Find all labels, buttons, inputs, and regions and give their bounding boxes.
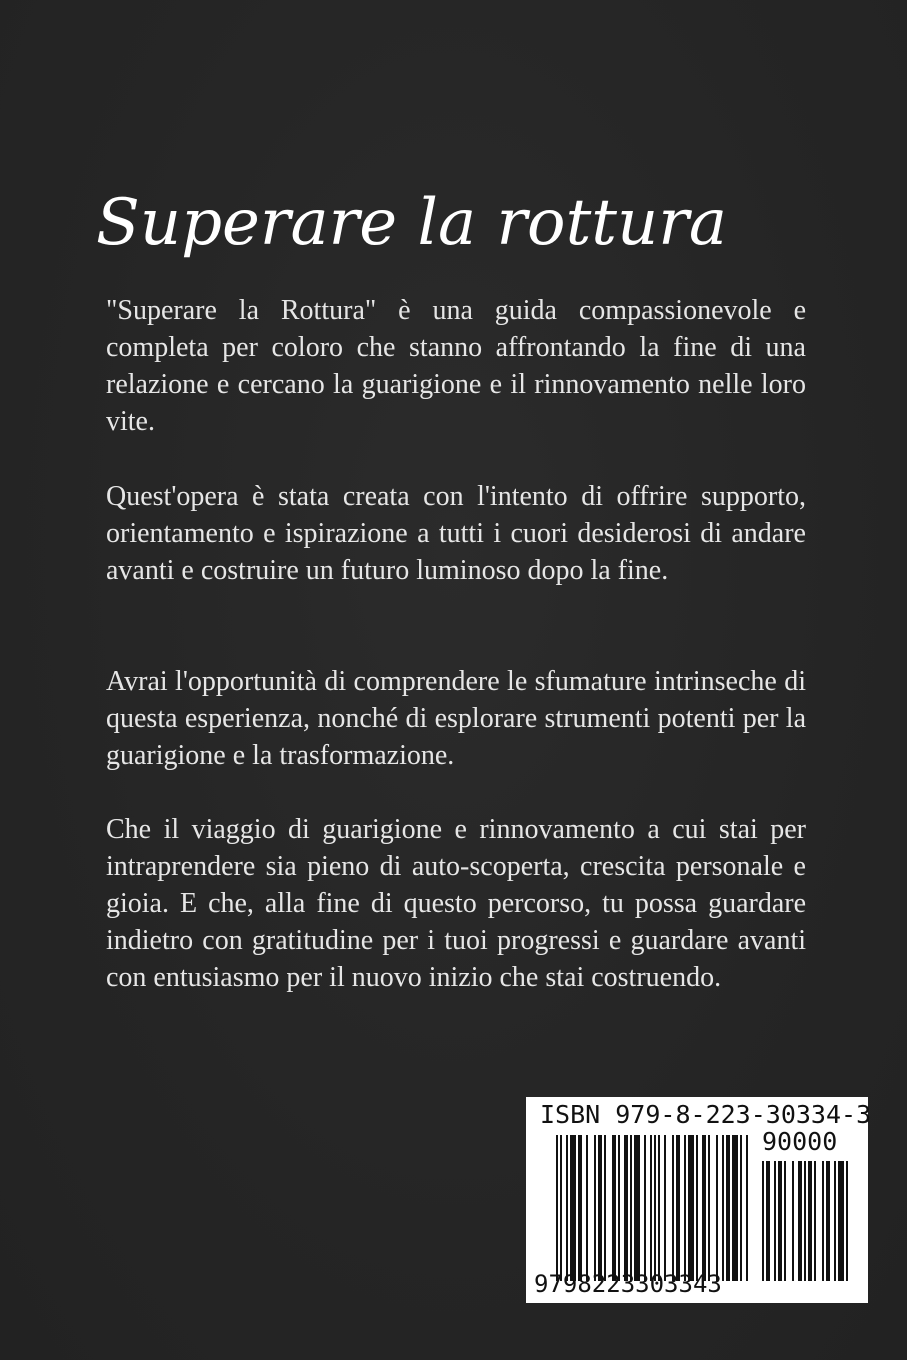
barcode-bar <box>804 1161 806 1281</box>
barcode-bar <box>676 1135 680 1281</box>
isbn-label: ISBN 979-8-223-30334-3 <box>540 1100 872 1129</box>
barcode-bar <box>834 1161 836 1281</box>
barcode-bar <box>630 1135 632 1281</box>
barcode-bar <box>566 1135 568 1281</box>
barcode-bar <box>726 1135 730 1281</box>
blurb-paragraph-1: "Superare la Rottura" è una guida compassionevole e completa per coloro che stanno affrontando la fine di una relazione e cercano la guarigione e il rinnovamento nelle loro vite. <box>106 295 806 437</box>
barcode-bar <box>654 1135 656 1281</box>
barcode-bar <box>792 1161 794 1281</box>
barcode-bar <box>644 1135 646 1281</box>
barcode-bar <box>684 1135 686 1281</box>
barcode-bar <box>784 1161 786 1281</box>
barcode-bar <box>598 1135 602 1281</box>
barcode-bar <box>634 1135 640 1281</box>
isbn-barcode-block <box>526 1097 872 1303</box>
barcode-bar <box>604 1135 606 1281</box>
barcode-bar <box>594 1135 596 1281</box>
barcode-bar <box>826 1161 830 1281</box>
barcode-bar <box>658 1135 660 1281</box>
barcode-bar <box>822 1161 824 1281</box>
barcode-bar <box>696 1135 698 1281</box>
price-code: 90000 <box>762 1127 838 1156</box>
barcode-bar <box>688 1135 694 1281</box>
barcode-bar <box>798 1161 802 1281</box>
barcode-bar <box>838 1161 844 1281</box>
barcode-bar <box>578 1135 582 1281</box>
barcode-bar <box>722 1135 724 1281</box>
book-title: Superare la rottura <box>96 186 727 260</box>
addon-barcode-bars <box>762 1161 854 1281</box>
barcode-bar <box>586 1135 588 1281</box>
barcode-bar <box>612 1135 616 1281</box>
barcode-bar <box>778 1161 782 1281</box>
barcode-bar <box>672 1135 674 1281</box>
barcode-bar <box>732 1135 738 1281</box>
barcode-bar <box>774 1161 776 1281</box>
blurb-paragraph-3: Avrai l'opportunità di comprendere le sfumature intrinseche di questa esperienza, nonché di esplorare strumenti potenti per la guarigione e la trasformazione. <box>106 666 806 771</box>
ean-digits: 9798223303343 <box>534 1270 722 1298</box>
barcode-bar <box>814 1161 816 1281</box>
barcode-bar <box>740 1135 742 1281</box>
blurb-paragraph-2: Quest'opera è stata creata con l'intento di offrire supporto, orientamento e ispirazione a tutti i cuori desiderosi di andare avanti e costruire un futuro luminoso dopo la fine. <box>106 481 806 586</box>
barcode-bar <box>556 1135 558 1281</box>
barcode-bar <box>708 1135 710 1281</box>
barcode-bar <box>716 1135 718 1281</box>
barcode-bar <box>560 1135 562 1281</box>
barcode-bar <box>664 1135 666 1281</box>
barcode-bar <box>650 1135 652 1281</box>
blurb-paragraph-4: Che il viaggio di guarigione e rinnovamento a cui stai per intraprendere sia pieno di auto-scoperta, crescita personale e gioia. E che, alla fine di questo percorso, tu possa guardare indietro con gratitudine per i tuoi progressi e guardare avanti con entusiasmo per il nuovo inizio che stai costruendo. <box>106 814 806 993</box>
barcode-bar <box>766 1161 770 1281</box>
barcode-bar <box>624 1135 628 1281</box>
barcode-bar <box>846 1161 848 1281</box>
barcode-bar <box>618 1135 620 1281</box>
ean-barcode-bars <box>556 1135 750 1281</box>
barcode-bar <box>762 1161 764 1281</box>
barcode-bar <box>746 1135 748 1281</box>
barcode-bar <box>808 1161 812 1281</box>
barcode-bar <box>702 1135 706 1281</box>
barcode-bar <box>570 1135 576 1281</box>
